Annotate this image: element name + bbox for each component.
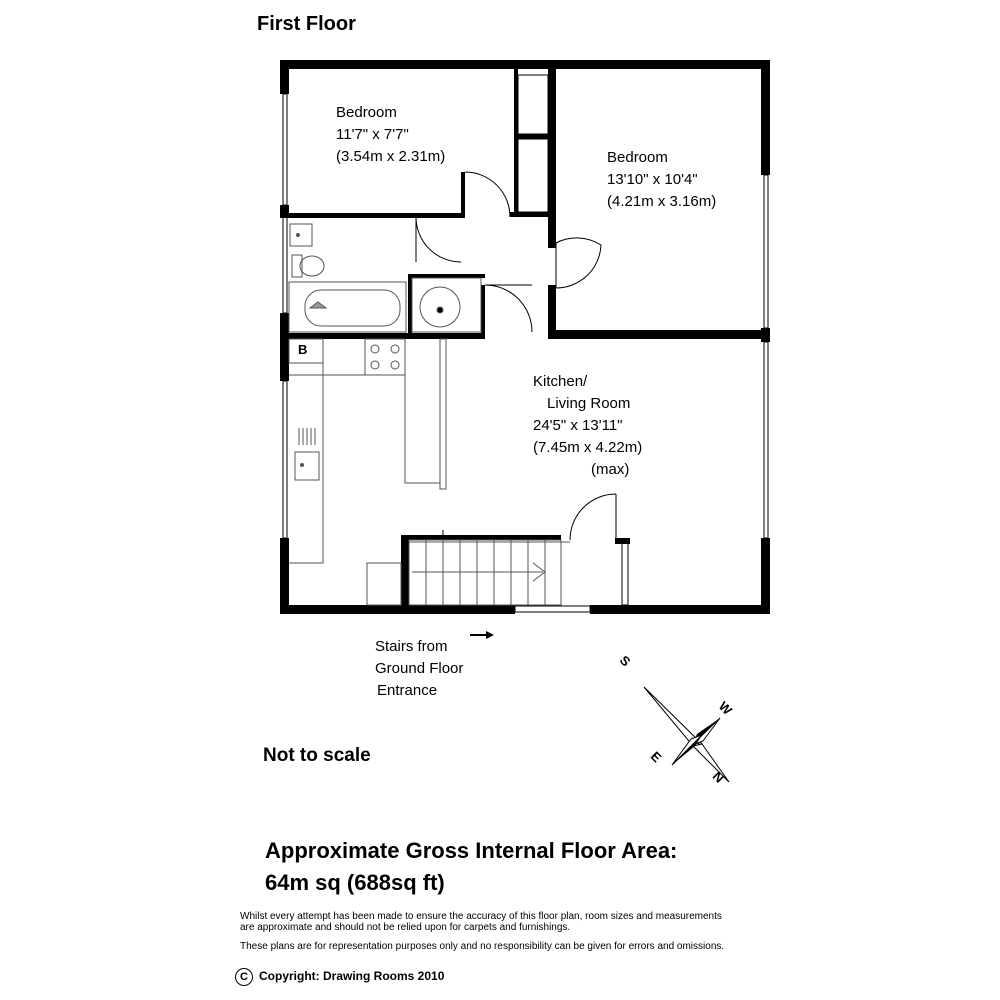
wall-stair-top [401,535,561,540]
floor-title: First Floor [257,13,356,35]
window-bathroom [283,217,287,313]
window-kitchen [283,381,287,538]
copyright [235,968,444,986]
wall-bed1-bottom [280,213,465,218]
window-stair [622,540,628,605]
wall-bottom-left [280,605,515,614]
not-to-scale-note: Not to scale [263,745,371,766]
room-size-imperial: 13'10" x 10'4" [607,171,698,188]
disclaimer-line-3: These plans are for representation purposes only and no responsibility can be given for errors and omissions. [240,941,725,952]
disclaimer-line-2: are approximate and should not be relied upon for carpets and furnishings. [240,922,571,933]
toilet-bowl [300,256,324,276]
wall-bed2-lower [548,285,556,335]
compass-w: W [715,698,736,718]
stairs-arrow [470,631,494,639]
wall-bed2-bottom [548,330,770,339]
sink [295,452,319,480]
wall-right-top [761,60,770,175]
wall-bedrooms-divider [548,60,556,248]
breakfast-bar [440,339,446,489]
door-bed1-swing-2 [416,217,461,262]
cupboard-lower [518,139,548,212]
copyright-text: Copyright: Drawing Rooms 2010 [259,969,445,984]
wall-bed1-door-jamb [461,172,465,218]
door-bed2-swing [556,238,601,288]
stairs-note [375,636,463,702]
room-size-metric: (7.45m x 4.22m) [533,439,643,456]
area-heading: Approximate Gross Internal Floor Area: [265,838,678,863]
room-size-metric: (3.54m x 2.31m) [336,148,446,165]
unit-by-stairs [367,563,401,605]
wall-shower-top [408,274,485,278]
wall-bottom-right [590,605,770,614]
disclaimer-line-1: Whilst every attempt has been made to ensure the accuracy of this floor plan, room sizes and measurements [240,911,722,922]
hob [365,339,405,375]
room-size-note: (max) [591,461,630,478]
wall-left-lower [280,313,289,381]
wall-right-bottom [761,538,770,614]
kitchen-fixtures [289,339,446,605]
worktop-peninsula [323,339,440,483]
door-bath-swing [485,285,532,332]
wall-cupboard-left [514,69,518,216]
bathroom-fixtures [289,224,481,332]
area-value: 64m sq (688sq ft) [265,870,445,895]
wall-stair-left [401,535,409,613]
door-stair-swing [570,494,616,540]
window-living [764,342,768,538]
room-name: Bedroom [607,149,668,166]
room-size-metric: (4.21m x 3.16m) [607,193,717,210]
worktop-left [289,375,323,563]
room-label-bedroom-1 [336,102,445,168]
compass-rose-icon [610,650,750,800]
cupboard-upper [518,75,548,134]
room-label-kitchen [533,371,642,481]
door-bed1-swing [465,172,510,217]
basin [290,224,312,246]
stairs [409,540,570,605]
room-label-bedroom-2 [607,147,716,213]
room-name-line-1: Kitchen/ [533,373,588,390]
wall-left-bottom [280,538,289,614]
room-size-imperial: 24'5" x 13'11" [533,417,623,434]
room-name-line-2: Living Room [547,395,631,412]
room-size-imperial: 11'7" x 7'7" [336,126,409,143]
compass-e: E [647,748,665,766]
wall-left-top [280,60,289,94]
boiler-label: B [298,342,308,357]
wall-bath-bottom [280,333,485,339]
room-name: Bedroom [336,104,397,121]
stairs-note-line-1: Stairs from [375,638,448,655]
wall-cupboard-mid [514,134,556,139]
compass-s: S [616,652,634,670]
window-bottom [515,606,590,612]
wall-shower-left [408,274,412,336]
shower-tray [412,278,481,332]
window-bed2 [764,175,768,328]
wall-shower-right [481,285,485,335]
window-bed1 [283,94,287,205]
compass-n: N [709,768,728,786]
stairs-note-line-2: Ground Floor [375,660,464,677]
stairs-note-line-3: Entrance [377,682,438,699]
wall-top [280,60,770,69]
copyright-icon: C [235,968,253,986]
